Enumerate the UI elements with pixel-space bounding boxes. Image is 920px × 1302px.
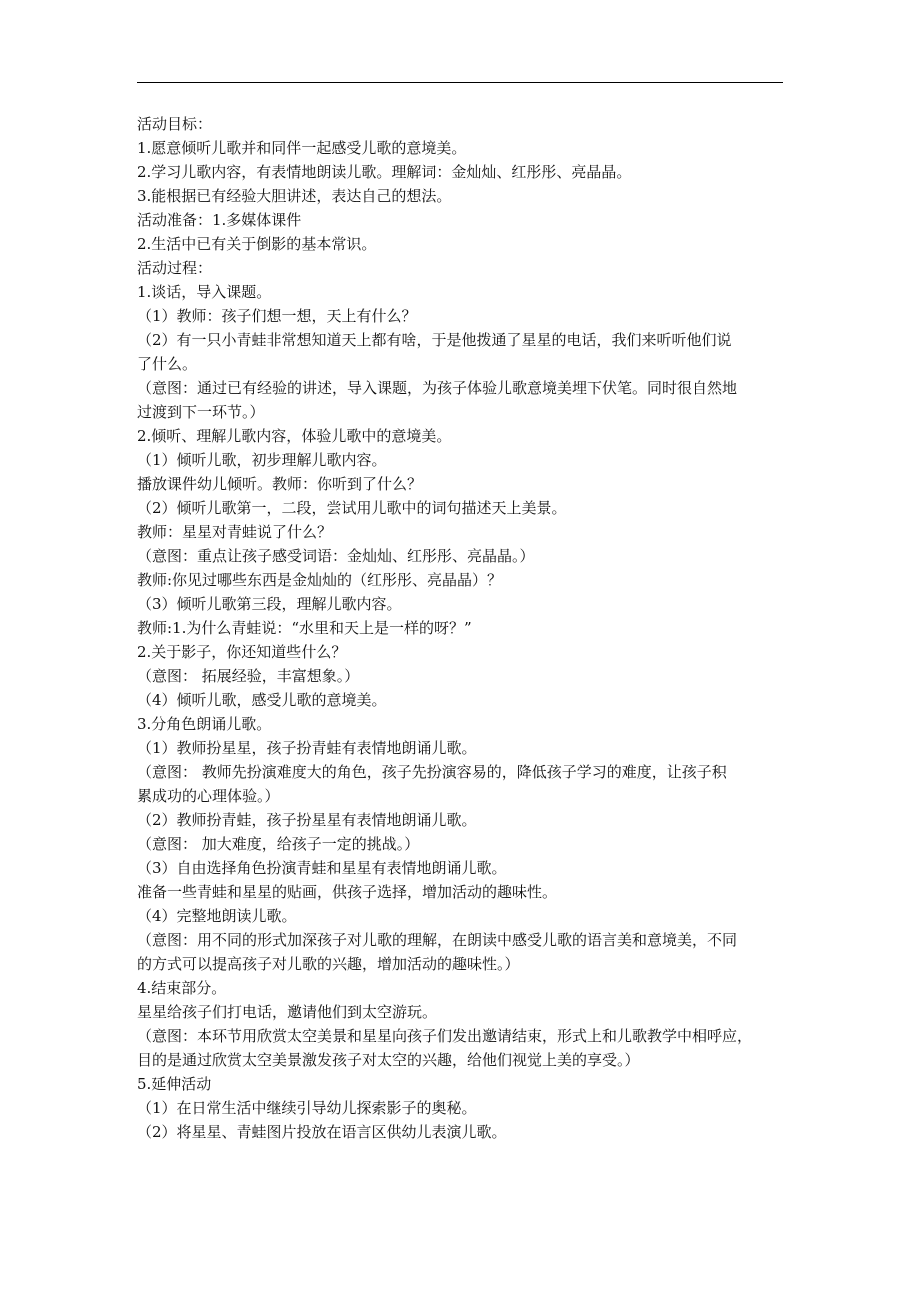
document-body — [137, 112, 785, 1144]
text-line: （意图：用不同的形式加深孩子对儿歌的理解，在朗读中感受儿歌的语言美和意境美，不同 — [137, 931, 738, 949]
text-line: 2.生活中已有关于倒影的基本常识。 — [137, 235, 377, 253]
text-line: （3）自由选择角色扮演青蛙和星星有表情地朗诵儿歌。 — [137, 859, 507, 877]
text-line: （意图：本环节用欣赏太空美景和星星向孩子们发出邀请结束，形式上和儿歌教学中相呼应， — [137, 1027, 753, 1045]
text-line: （2）有一只小青蛙非常想知道天上都有啥，于是他拨通了星星的电话，我们来听听他们说 — [137, 331, 732, 349]
text-line: 活动目标： — [137, 115, 213, 133]
text-line: （3）倾听儿歌第三段，理解儿歌内容。 — [137, 595, 402, 613]
text-line: （4）完整地朗读儿歌。 — [137, 907, 297, 925]
text-line: 活动准备：1.多媒体课件 — [137, 211, 302, 229]
text-line: （2）将星星、青蛙图片投放在语言区供幼儿表演儿歌。 — [137, 1123, 507, 1141]
text-line: 5.延伸活动 — [137, 1075, 212, 1093]
text-line: 教师：星星对青蛙说了什么？ — [137, 523, 333, 541]
text-line: 2.倾听、理解儿歌内容，体验儿歌中的意境美。 — [137, 427, 452, 445]
text-line: 3.分角色朗诵儿歌。 — [137, 715, 272, 733]
text-line: （4）倾听儿歌，感受儿歌的意境美。 — [137, 691, 387, 709]
text-line: （1）教师：孩子们想一想，天上有什么？ — [137, 307, 417, 325]
text-line: 2.学习儿歌内容，有表情地朗读儿歌。理解词：金灿灿、红彤彤、亮晶晶。 — [137, 163, 632, 181]
text-line: 准备一些青蛙和星星的贴画，供孩子选择，增加活动的趣味性。 — [137, 883, 558, 901]
text-line: （1）倾听儿歌，初步理解儿歌内容。 — [137, 451, 387, 469]
text-line: 1.谈话，导入课题。 — [137, 283, 272, 301]
text-line: 教师:1.为什么青蛙说：“水里和天上是一样的呀？” — [137, 619, 472, 637]
text-line: 目的是通过欣赏太空美景激发孩子对太空的兴趣，给他们视觉上美的享受。） — [137, 1051, 640, 1069]
text-line: 4.结束部分。 — [137, 979, 227, 997]
text-line: （2）教师扮青蛙，孩子扮星星有表情地朗诵儿歌。 — [137, 811, 477, 829]
text-line: 3.能根据已有经验大胆讲述，表达自己的想法。 — [137, 187, 452, 205]
text-line: 1.愿意倾听儿歌并和同伴一起感受儿歌的意境美。 — [137, 139, 467, 157]
text-line: （2）倾听儿歌第一，二段，尝试用儿歌中的词句描述天上美景。 — [137, 499, 567, 517]
text-line: 活动过程： — [137, 259, 213, 277]
text-line: 了什么。 — [137, 355, 198, 373]
text-line: 过渡到下一环节。） — [137, 403, 265, 421]
text-line: 播放课件幼儿倾听。教师：你听到了什么？ — [137, 475, 423, 493]
text-line: 星星给孩子们打电话，邀请他们到太空游玩。 — [137, 1003, 438, 1021]
text-line: （意图： 教师先扮演难度大的角色，孩子先扮演容易的，降低孩子学习的难度，让孩子积 — [137, 763, 727, 781]
text-line: （意图： 拓展经验，丰富想象。） — [137, 667, 360, 685]
text-line: 的方式可以提高孩子对儿歌的兴趣，增加活动的趣味性。） — [137, 955, 520, 973]
text-line: 教师:你见过哪些东西是金灿灿的（红彤彤、亮晶晶）？ — [137, 571, 503, 589]
text-line: 2.关于影子，你还知道些什么？ — [137, 643, 347, 661]
text-line: （1）在日常生活中继续引导幼儿探索影子的奥秘。 — [137, 1099, 477, 1117]
header-rule — [137, 82, 783, 83]
text-line: （意图：重点让孩子感受词语：金灿灿、红彤彤、亮晶晶。） — [137, 547, 535, 565]
text-line: （1）教师扮星星，孩子扮青蛙有表情地朗诵儿歌。 — [137, 739, 477, 757]
text-line: （意图： 加大难度，给孩子一定的挑战。） — [137, 835, 420, 853]
text-line: （意图：通过已有经验的讲述，导入课题，为孩子体验儿歌意境美埋下伏笔。同时很自然地 — [137, 379, 738, 397]
text-line: 累成功的心理体验。） — [137, 787, 280, 805]
